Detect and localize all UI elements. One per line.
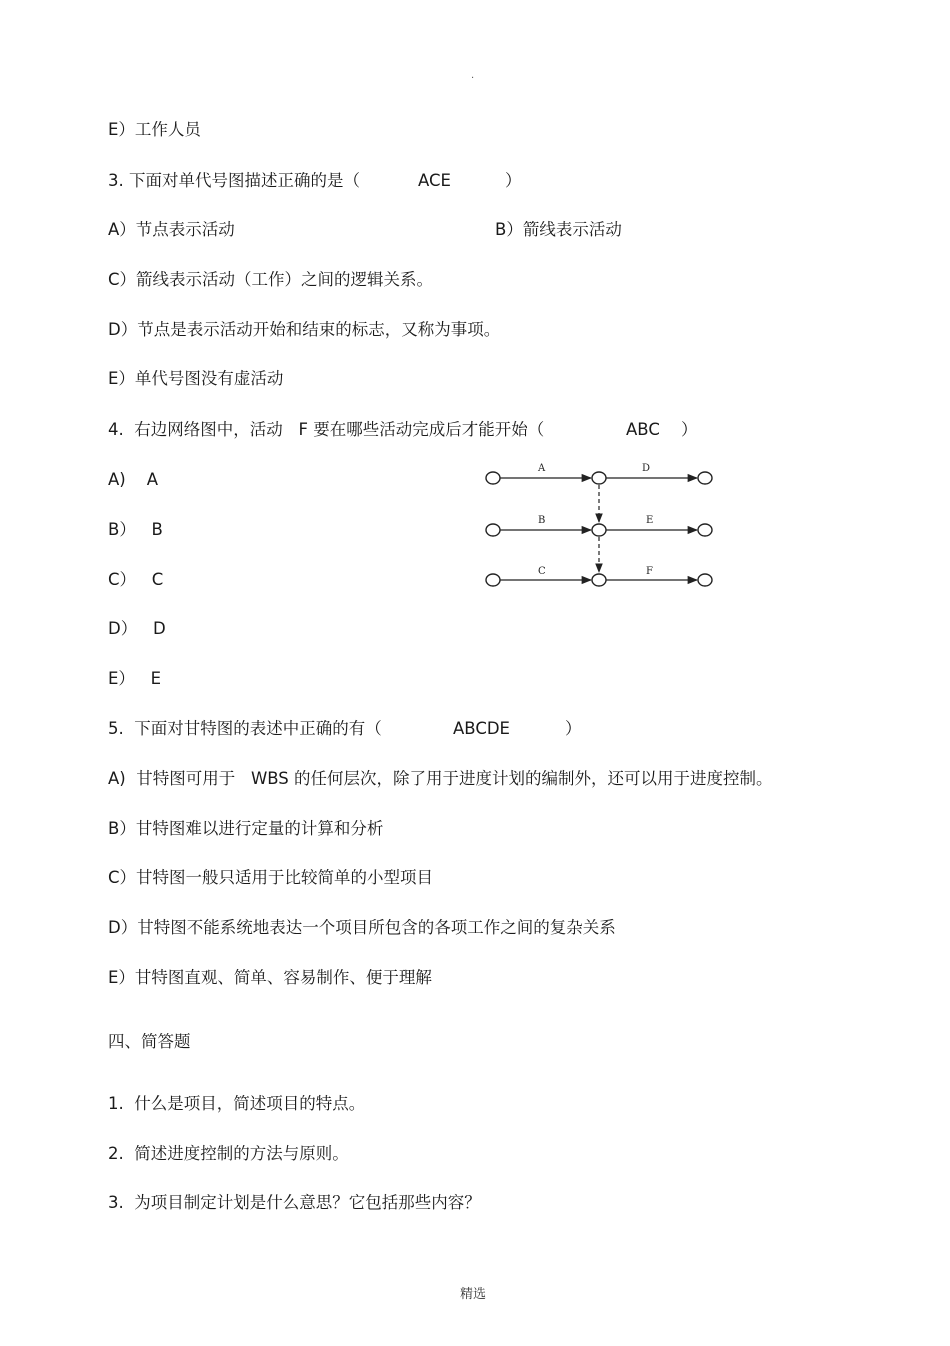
header-mark: .: [471, 70, 475, 81]
node-3: [698, 472, 712, 484]
q5-option-b: B）甘特图难以进行定量的计算和分析: [108, 819, 384, 838]
label-e: E: [646, 515, 654, 526]
node-9: [698, 574, 712, 586]
label-b: B: [538, 515, 546, 526]
node-4: [486, 524, 500, 536]
q5-option-e: E）甘特图直观、简单、容易制作、便于理解: [108, 968, 432, 987]
q3-option-e: E）单代号图没有虚活动: [108, 369, 284, 388]
q5-option-d: D）甘特图不能系统地表达一个项目所包含的各项工作之间的复杂关系: [108, 918, 616, 937]
q3-option-b: B）箭线表示活动: [495, 220, 622, 239]
q3-option-d: D）节点是表示活动开始和结束的标志，又称为事项。: [108, 320, 501, 339]
label-a: A: [538, 463, 546, 474]
q4-stem: 4. 右边网络图中，活动 F 要在哪些活动完成后才能开始（: [108, 420, 545, 439]
q5-option-c: C）甘特图一般只适用于比较简单的小型项目: [108, 868, 434, 887]
q4-close: ）: [681, 420, 698, 439]
q4-option-e: E） E: [108, 669, 162, 688]
page-footer: 精选: [460, 1287, 487, 1302]
q4-option-c: C） C: [108, 570, 164, 589]
q5-stem: 5. 下面对甘特图的表述中正确的有（: [108, 719, 382, 738]
node-8: [592, 574, 606, 586]
section-4-heading: 四、简答题: [108, 1032, 191, 1051]
q2-option-e: E）工作人员: [108, 120, 201, 139]
q3-option-a: A）节点表示活动: [108, 220, 235, 239]
q5-answer: ABCDE: [453, 719, 510, 738]
q5-option-a: A) 甘特图可用于 WBS 的任何层次，除了用于进度计划的编制外，还可以用于进度控制。: [108, 769, 773, 788]
node-7: [486, 574, 500, 586]
short-answer-3: 3. 为项目制定计划是什么意思？它包括那些内容？: [108, 1193, 481, 1212]
node-6: [698, 524, 712, 536]
q4-option-d: D） D: [108, 619, 166, 638]
q4-answer: ABC: [626, 420, 660, 439]
q5-close: ）: [565, 719, 582, 738]
label-c: C: [538, 566, 546, 577]
short-answer-1: 1. 什么是项目，简述项目的特点。: [108, 1094, 366, 1113]
q4-option-b: B） B: [108, 520, 163, 539]
q3-stem: 3. 下面对单代号图描述正确的是（: [108, 171, 360, 190]
q4-option-a: A) A: [108, 470, 158, 489]
q3-answer: ACE: [418, 171, 451, 190]
node-2: [592, 472, 606, 484]
q3-option-c: C）箭线表示活动（工作）之间的逻辑关系。: [108, 270, 434, 289]
node-5: [592, 524, 606, 536]
node-1: [486, 472, 500, 484]
label-d: D: [642, 463, 651, 474]
label-f: F: [646, 566, 653, 577]
network-diagram: [480, 458, 720, 594]
short-answer-2: 2. 简述进度控制的方法与原则。: [108, 1144, 349, 1163]
q3-close: ）: [505, 171, 522, 190]
